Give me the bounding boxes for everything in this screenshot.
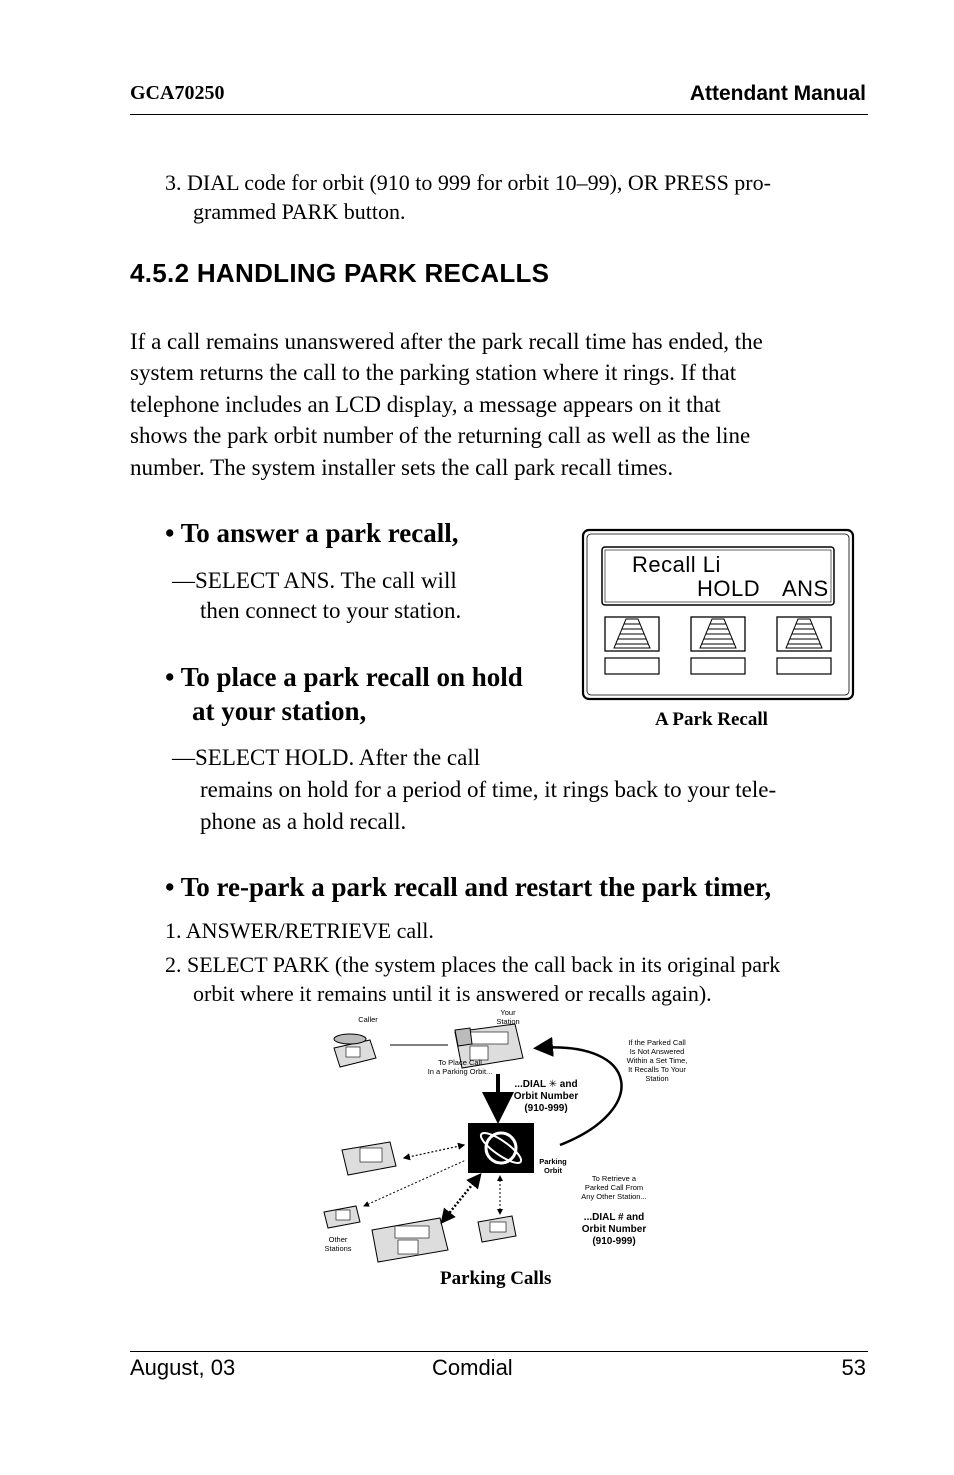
repark-step-2-line-2: orbit where it remains until it is answered or recalls again). <box>193 981 712 1006</box>
other-station-phone-icon <box>478 1216 516 1242</box>
section-heading: 4.5.2 HANDLING PARK RECALLS <box>130 258 550 288</box>
repark-step-1: 1. ANSWER/RETRIEVE call. <box>165 918 434 943</box>
hold-line-2: remains on hold for a period of time, it rings back to your tele- <box>200 777 777 802</box>
answer-line-1: —SELECT ANS. The call will <box>172 568 457 593</box>
hold-line-3: phone as a hold recall. <box>200 809 407 834</box>
lcd-line-1: Recall Li <box>632 552 721 577</box>
bullet-hold-line-2: at your station, <box>192 696 367 726</box>
paragraph-line-5: number. The system installer sets the call park recall times. <box>130 455 674 480</box>
other-stations-label: Other Stations <box>324 1235 352 1253</box>
page-number: 53 <box>841 1355 866 1380</box>
other-station-phone-icon <box>372 1218 448 1262</box>
footer-date: August, 03 <box>130 1355 236 1380</box>
label-strip-middle <box>691 658 745 674</box>
repark-step-2-line-1: 2. SELECT PARK (the system places the call back in its original park <box>165 952 781 977</box>
other-station-phone-icon <box>324 1206 360 1228</box>
soft-key-middle <box>691 617 745 651</box>
to-place-label: To Place Call In a Parking Orbit... <box>427 1058 493 1076</box>
paragraph-line-2: system returns the call to the parking station where it rings. If that <box>130 360 737 385</box>
paragraph-line-1: If a call remains unanswered after the park recall time has ended, the <box>130 329 763 354</box>
bullet-answer: • To answer a park recall, <box>165 518 459 548</box>
label-strip-left <box>605 658 659 674</box>
bullet-hold-line-1: • To place a park recall on hold <box>165 662 523 692</box>
your-station-label: Your Station <box>496 1008 520 1026</box>
soft-key-left <box>605 617 659 651</box>
diagram-caption: Parking Calls <box>440 1268 552 1289</box>
lcd-softkey-hold: HOLD <box>697 576 761 601</box>
caller-label: Caller <box>358 1015 378 1024</box>
other-station-phone-icon <box>342 1142 396 1175</box>
lcd-softkey-ans: ANS <box>782 576 829 601</box>
answer-line-2: then connect to your station. <box>200 598 462 623</box>
bullet-repark: • To re-park a park recall and restart the park timer, <box>165 872 772 902</box>
footer-company: Comdial <box>432 1355 513 1380</box>
header-rule <box>130 114 868 115</box>
caller-phone-icon <box>334 1034 376 1067</box>
dial-star-label: ...DIAL ✳ and Orbit Number (910-999) <box>513 1079 579 1114</box>
lcd-caption: A Park Recall <box>655 709 768 730</box>
dial-hash-label: ...DIAL # and Orbit Number (910-999) <box>581 1212 647 1247</box>
hold-line-1: —SELECT HOLD. After the call <box>172 745 481 770</box>
parking-orbit-icon <box>468 1123 534 1173</box>
step-3-line-1: 3. DIAL code for orbit (910 to 999 for orbit 10–99), OR PRESS pro- <box>165 170 771 195</box>
soft-key-right <box>777 617 831 651</box>
paragraph-line-4: shows the park orbit number of the returning call as well as the line <box>130 423 751 448</box>
parking-orbit-label: Parking Orbit <box>539 1157 567 1175</box>
if-parked-label: If the Parked Call Is Not Answered Within a Set Time, It Recalls To Your Station <box>626 1038 688 1083</box>
step-3-line-2: grammed PARK button. <box>193 199 406 224</box>
to-retrieve-label: To Retrieve a Parked Call From Any Other Station... <box>581 1174 647 1201</box>
doc-id: GCA70250 <box>130 82 225 104</box>
footer-rule <box>130 1351 868 1352</box>
paragraph-line-3: telephone includes an LCD display, a message appears on it that <box>130 392 721 417</box>
manual-title: Attendant Manual <box>689 82 866 105</box>
label-strip-right <box>777 658 831 674</box>
